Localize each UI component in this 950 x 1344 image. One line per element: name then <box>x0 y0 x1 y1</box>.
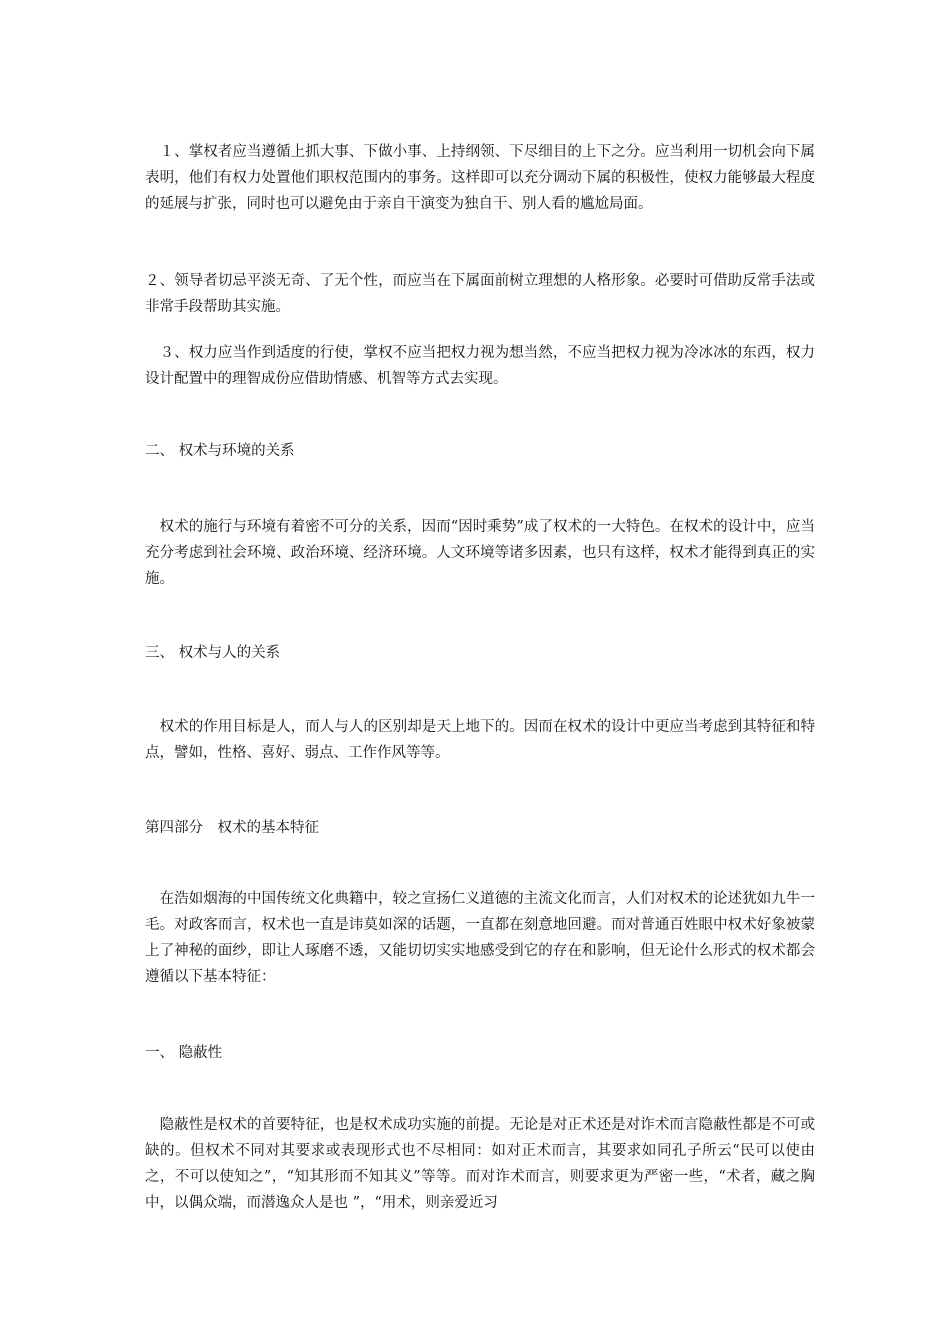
paragraph-basic-features: 在浩如烟海的中国传统文化典籍中，较之宣扬仁义道德的主流文化而言，人们对权术的论述犹如九牛一毛。对政客而言，权术也一直是讳莫如深的话题，一直都在刻意地回避。而对普通百姓眼中权术好象被蒙上了神秘的面纱，即让人琢磨不透，又能切切实实地感受到它的存在和影响，但无论什么形式的权术都会遵循以下基本特征： <box>145 891 815 985</box>
section-heading-concealment: 一、 隐蔽性 <box>145 1045 223 1061</box>
paragraph-people: 权术的作用目标是人，而人与人的区别却是天上地下的。因而在权术的设计中更应当考虑到其特征和特点，譬如，性格、喜好、弱点、工作作风等等。 <box>145 719 815 761</box>
paragraph-environment: 权术的施行与环境有着密不可分的关系，因而“因时乘势”成了权术的一大特色。在权术的设计中，应当充分考虑到社会环境、政治环境、经济环境。人文环境等诸多因素，也只有这样，权术才能得到真正的实施。 <box>145 519 815 587</box>
section-heading-people: 三、 权术与人的关系 <box>145 645 281 661</box>
part-heading-basic-features: 第四部分 权术的基本特征 <box>145 820 319 836</box>
paragraph-point-2: ２、领导者切忌平淡无奇、了无个性，而应当在下属面前树立理想的人格形象。必要时可借助反常手法或非常手段帮助其实施。 <box>145 273 815 315</box>
paragraph-concealment: 隐蔽性是权术的首要特征，也是权术成功实施的前提。无论是对正术还是对诈术而言隐蔽性都是不可或缺的。但权术不同对其要求或表现形式也不尽相同：如对正术而言，其要求如同孔子所云“民可以使由之，不可以使知之”，“知其形而不知其义”等等。而对诈术而言，则要求更为严密一些，“术者，藏之胸中，以偶众端，而潜逸众人是也 ”，“用术，则亲爱近习 <box>145 1117 815 1211</box>
section-heading-environment: 二、 权术与环境的关系 <box>145 443 295 459</box>
paragraph-point-1: １、掌权者应当遵循上抓大事、下做小事、上持纲领、下尽细目的上下之分。应当利用一切机会向下属表明，他们有权力处置他们职权范围内的事务。这样即可以充分调动下属的积极性，使权力能够最大程度的延展与扩张，同时也可以避免由于亲自干演变为独自干、别人看的尴尬局面。 <box>145 144 815 212</box>
paragraph-point-3: ３、权力应当作到适度的行使，掌权不应当把权力视为想当然，不应当把权力视为冷冰冰的东西，权力设计配置中的理智成份应借助情感、机智等方式去实现。 <box>145 345 815 387</box>
